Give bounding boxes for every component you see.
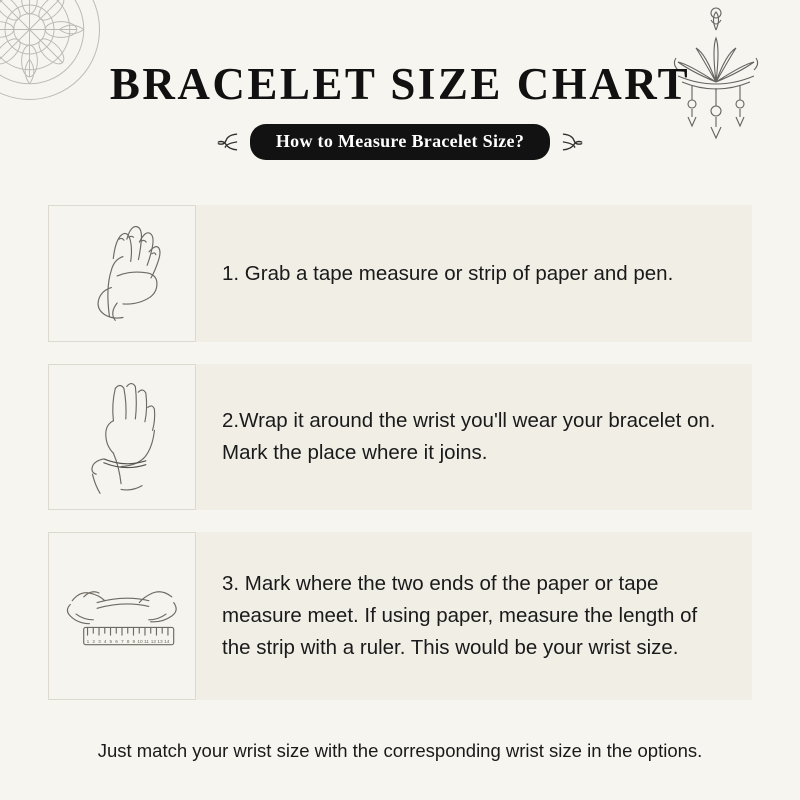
svg-text:14: 14 bbox=[164, 639, 170, 645]
two-hands-measuring-strip-with-ruler-line-drawing-icon bbox=[48, 532, 196, 700]
page-title: BRACELET SIZE CHART bbox=[109, 59, 691, 109]
svg-text:4: 4 bbox=[103, 639, 107, 645]
svg-text:6: 6 bbox=[115, 639, 118, 645]
hand-fist-with-tape-line-drawing-icon bbox=[48, 205, 196, 342]
svg-text:3: 3 bbox=[98, 639, 101, 645]
step-item-3 bbox=[48, 532, 752, 700]
step-text-2: 2.Wrap it around the wrist you'll wear your bracelet on. Mark the place where it joins. bbox=[222, 409, 716, 464]
svg-text:7: 7 bbox=[121, 639, 124, 645]
subtitle-row bbox=[0, 124, 800, 160]
step-item-2 bbox=[48, 364, 752, 510]
svg-text:11: 11 bbox=[144, 639, 149, 645]
step-text-3: 3. Mark where the two ends of the paper or tape measure meet. If using paper, measure the length of the strip with a ruler. This would be your wrist size. bbox=[222, 572, 698, 659]
svg-text:5: 5 bbox=[109, 639, 113, 645]
swirl-ornament-icon-right bbox=[560, 129, 586, 155]
svg-text:8: 8 bbox=[126, 639, 130, 645]
subtitle-badge: How to Measure Bracelet Size? bbox=[250, 124, 550, 160]
steps-list bbox=[48, 205, 752, 722]
svg-text:9: 9 bbox=[132, 639, 136, 645]
svg-text:1: 1 bbox=[86, 639, 90, 645]
svg-text:12: 12 bbox=[150, 639, 157, 645]
footer-note: Just match your wrist size with the corresponding wrist size in the options. bbox=[97, 740, 703, 761]
svg-text:13: 13 bbox=[157, 639, 163, 645]
step-item-1 bbox=[48, 205, 752, 342]
hand-with-tape-wrapped-around-wrist-line-drawing-icon bbox=[48, 364, 196, 510]
svg-text:10: 10 bbox=[137, 639, 143, 645]
step-text-1: 1. Grab a tape measure or strip of paper and pen. bbox=[222, 261, 674, 285]
svg-text:2: 2 bbox=[92, 639, 95, 645]
swirl-ornament-icon-left bbox=[214, 129, 240, 155]
